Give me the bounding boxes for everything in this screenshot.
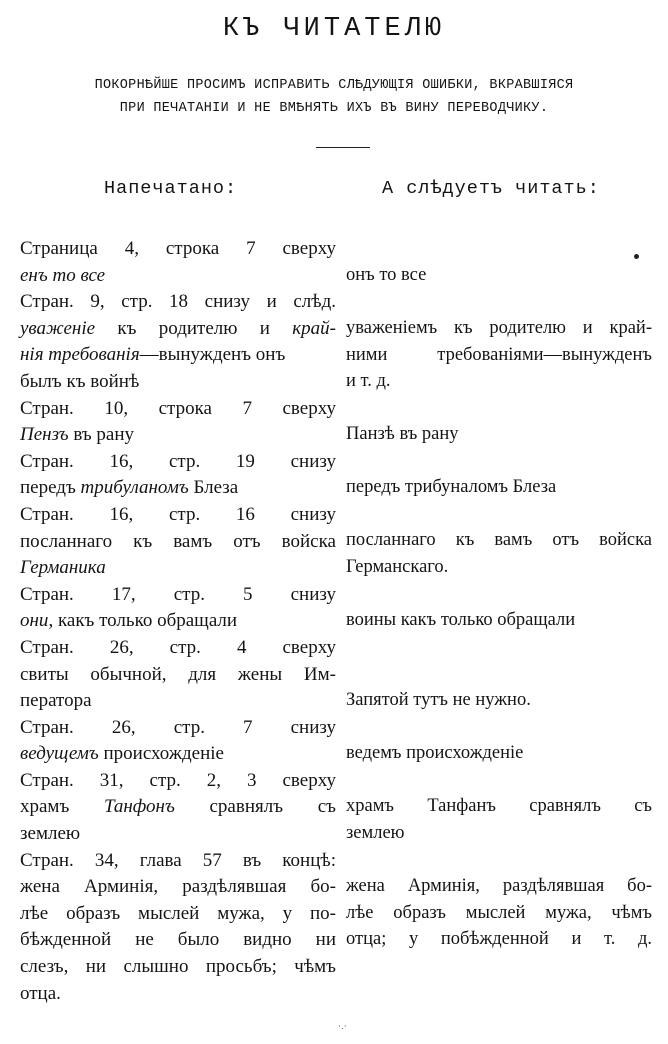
printed-text [20, 342, 336, 369]
printed-text: Германика [20, 557, 106, 579]
correction-line: храмъ Танфанъ сравнялъ съ [346, 796, 652, 816]
printed-plain: къ родителю и [117, 317, 270, 339]
correction-line: передъ трибуналомъ Блеза [346, 477, 557, 497]
printed-plain: , какъ только обращали [48, 610, 238, 632]
printed-plain: передъ [20, 477, 76, 499]
printed-text: бѣжденной не было видно ни [20, 929, 336, 951]
errata-location: Стран. 9, стр. 18 снизу и слѣд. [20, 291, 336, 313]
correction-line: лѣе образъ мыслей мужа, чѣмъ [346, 902, 652, 923]
printed-text: былъ къ войнѣ [20, 370, 140, 392]
errata-location: Стран. 26, стр. 7 снизу [20, 716, 336, 738]
printed-italic: Танфонъ [103, 796, 175, 818]
errata-location: Стран. 31, стр. 2, 3 сверху [20, 769, 336, 791]
printed-text: отца. [20, 982, 61, 1004]
printed-text [20, 475, 336, 502]
column-header-should-read: А слѣдуетъ читать: [382, 178, 600, 199]
correction-line: ведемъ происхожденіе [346, 743, 524, 763]
printed-plain: происхожденіе [103, 743, 224, 765]
printed-italic: трибуланомъ [80, 477, 189, 499]
intro-line-1: ПОКОРНѢЙШЕ ПРОСИМЪ ИСПРАВИТЬ СЛѢДУЮЩІЯ ОШИБКИ, ВКРАВШІЯСЯ [94, 78, 574, 93]
printed-text: лѣе образъ мыслей мужа, у по- [20, 902, 336, 924]
printed-plain: храмъ [20, 796, 70, 818]
printed-text: жена Арминія, раздѣлявшая бо- [20, 876, 336, 898]
errata-location: Страница 4, строка 7 сверху [20, 238, 336, 259]
correction-text [346, 527, 652, 580]
printed-text [20, 794, 336, 821]
correction-text [346, 873, 652, 953]
print-speck: ·.· [338, 1022, 347, 1032]
correction-line: онъ то все [346, 265, 427, 285]
printed-italic: ведущемъ [20, 743, 99, 765]
correction-line: отца; у побѣжденной и т. д. [346, 929, 652, 950]
printed-plain: —вынужденъ онъ [139, 344, 286, 366]
correction-text [346, 607, 652, 634]
printed-text: енъ то все [20, 264, 106, 286]
printed-text: землею [20, 823, 81, 845]
page-title: КЪ ЧИТАТЕЛЮ [222, 14, 446, 44]
printed-column [20, 236, 336, 1007]
errata-location: Стран. 16, стр. 16 снизу [20, 503, 336, 525]
printed-text [20, 608, 336, 635]
column-header-printed: Напечатано: [104, 178, 238, 199]
errata-location: Стран. 34, глава 57 въ концѣ: [20, 849, 336, 871]
printed-text: посланнаго къ вамъ отъ войска [20, 530, 336, 552]
correction-line: Панзѣ въ рану [346, 424, 459, 444]
correction-line: землею [346, 822, 405, 843]
correction-line: и т. д. [346, 371, 391, 392]
printed-text [20, 316, 336, 343]
ink-dot [634, 254, 639, 259]
printed-text: слезъ, ни слышно просьбъ; чѣмъ [20, 956, 336, 978]
correction-line: посланнаго къ вамъ отъ войска [346, 530, 652, 550]
correction-line: жена Арминія, раздѣлявшая бо- [346, 876, 652, 896]
printed-plain: Блеза [193, 477, 239, 499]
errata-location: Стран. 26, стр. 4 сверху [20, 636, 336, 658]
printed-text [20, 422, 336, 449]
printed-plain: сравнялъ съ [209, 796, 336, 818]
errata-location: Стран. 16, стр. 19 снизу [20, 450, 336, 472]
printed-plain: въ рану [73, 424, 135, 446]
printed-italic: нія требованія [20, 344, 140, 366]
intro-note [18, 74, 650, 120]
correction-line: Германскаго. [346, 556, 449, 577]
correction-text [346, 793, 652, 846]
intro-line-2: ПРИ ПЕЧАТАНІИ И НЕ ВМѢНЯТЬ ИХЪ ВЪ ВИНУ ПЕРЕВОДЧИКУ. [119, 101, 549, 116]
printed-italic: Пензъ [20, 424, 69, 446]
correction-line: ними требованіями—вынужденъ [346, 344, 652, 365]
correction-line: воины какъ только обращали [346, 610, 576, 630]
correction-line: уваженіемъ къ родителю и край- [346, 318, 652, 338]
printed-italic: край- [292, 317, 336, 339]
correction-text [346, 262, 652, 289]
printed-italic: они [20, 610, 49, 632]
printed-text: ператора [20, 690, 92, 712]
printed-text [20, 741, 336, 768]
correction-text [346, 315, 652, 395]
correction-text [346, 687, 652, 714]
errata-location: Стран. 10, строка 7 сверху [20, 397, 336, 419]
printed-italic: уваженіе [20, 317, 96, 339]
errata-location: Стран. 17, стр. 5 снизу [20, 583, 336, 605]
printed-text: свиты обычной, для жены Им- [20, 663, 336, 685]
correction-line: Запятой тутъ не нужно. [346, 690, 531, 710]
correction-text [346, 474, 652, 501]
divider-rule [316, 147, 370, 148]
correction-text [346, 421, 652, 448]
correction-text [346, 740, 652, 767]
